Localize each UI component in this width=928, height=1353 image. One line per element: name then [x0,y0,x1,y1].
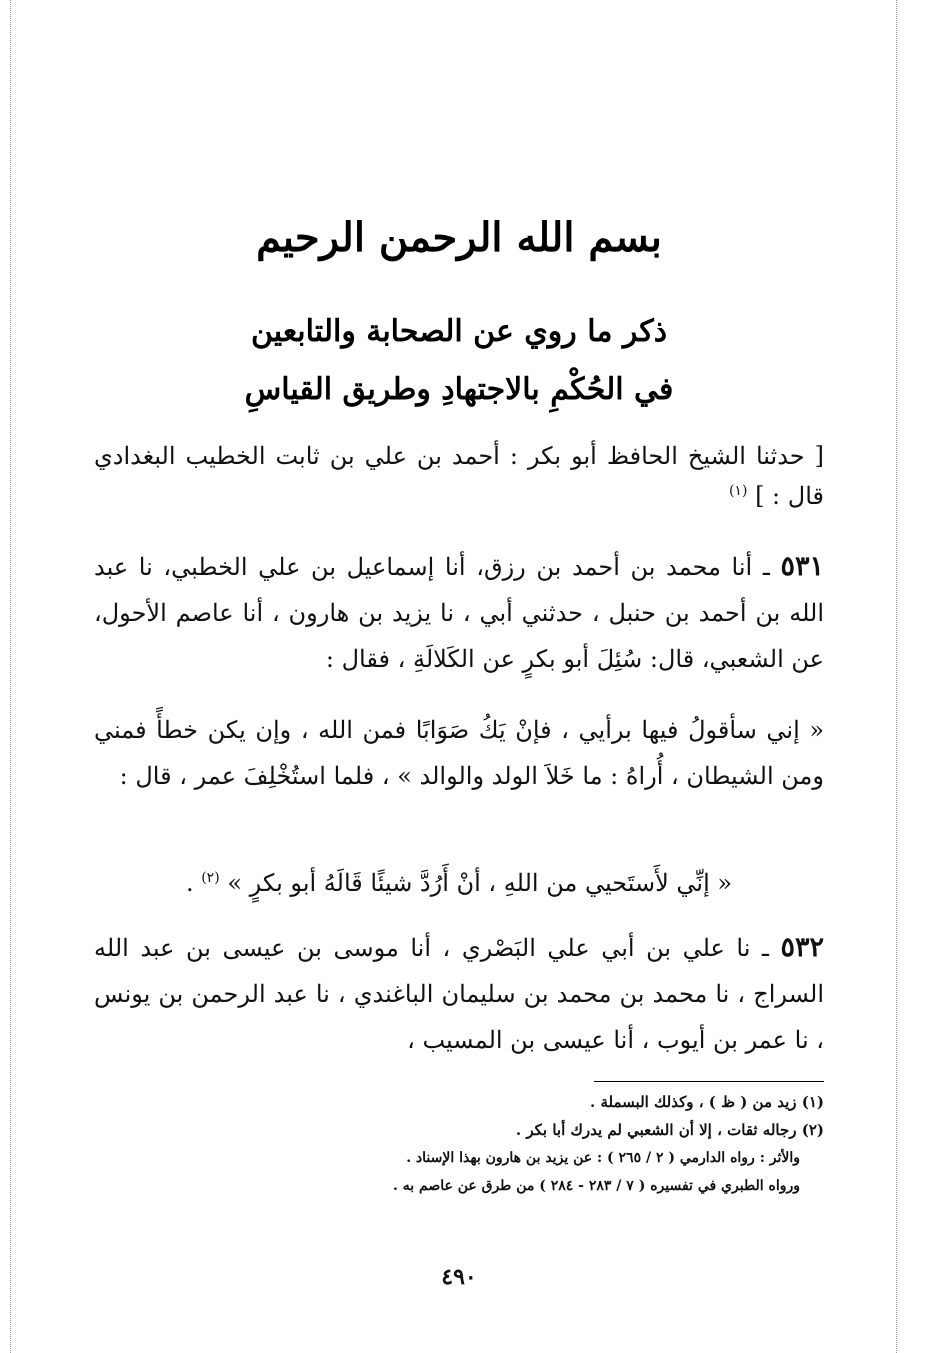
intro-paragraph [94,436,824,516]
footnote-ref-1: (١) [728,483,748,499]
right-margin-guide [896,0,897,1353]
chapter-title-line-2: في الحُكْمِ بالاجتهادِ وطريق القياسِ [244,372,674,407]
quote-1-text: « إني سأقولُ فيها برأيي ، فإنْ يَكُ صَوَابًا فمن الله ، وإن يكن خطأً فمني ومن الشيطان ، أُراهُ : ما خَلاَ الولد والوالد » ، فلما استُخْلِفَ عمر ، قال : [94,716,825,790]
footnote-ref-2: (٢) [201,870,220,886]
hadith-number-532: ٥٣٢ [780,932,824,963]
footnote-2-tabari: ورواه الطبري في تفسيره ( ٧ / ٢٨٣ - ٢٨٤ ) من طرق عن عاصم به . [392,1178,800,1194]
hadith-532-text: ـ نا علي بن أبي علي البَصْري ، أنا موسى بن عيسى بن عبد الله السراج ، نا محمد بن محمد بن سليمان الباغندي ، نا عبد الرحمن بن يونس ، نا عمر بن أيوب ، أنا عيسى بن المسيب ، [94,934,824,1054]
hadith-531-text: ـ أنا محمد بن أحمد بن رزق، أنا إسماعيل بن علي الخطبي، نا عبد الله بن أحمد بن حنبل ، حدثني أبي ، نا يزيد بن هارون ، أنا عاصم الأحول، عن الشعبي، قال: سُئِلَ أبو بكرٍ عن الكَلالَةِ ، فقال : [94,553,824,673]
quote-umar: « إنِّي لأَستَحيي من اللهِ ، أنْ أَرُدَّ شيئًا قَالَهُ أبو بكرٍ » $^{(٢)}$ . [185,869,733,897]
footnote-2-darimi: والأثر : رواه الدارمي ( ٢ / ٢٦٥ ) : عن يزيد بن هارون بهذا الإسناد . [406,1150,800,1166]
page-number: ٤٩٠ [441,1264,477,1290]
footnote-divider [594,1081,824,1082]
intro-text: [ حدثنا الشيخ الحافظ أبو بكر : أحمد بن علي بن ثابت الخطيب البغدادي قال : ] [94,442,824,510]
footnote-2: (٢) رجاله ثقات ، إلا أن الشعبي لم يدرك أبا بكر . [515,1121,824,1139]
footnotes [94,1092,824,1204]
hadith-532 [94,925,824,1063]
hadith-531 [94,544,824,682]
book-page [94,0,824,1353]
left-margin-guide [10,0,11,1353]
chapter-title-line-1: ذكر ما روي عن الصحابة والتابعين [250,314,668,349]
footnote-1: (١) زيد من ( ظ ) ، وكذلك البسملة . [590,1093,824,1111]
quote-abu-bakr [94,707,824,799]
quote-2-text: « إنِّي لأَستَحيي من اللهِ ، أنْ أَرُدَّ شيئًا قَالَهُ أبو بكرٍ » [227,869,733,897]
basmala-calligraphy: بسم الله الرحمن الرحيم [256,214,662,261]
hadith-number-531: ٥٣١ [780,551,824,582]
